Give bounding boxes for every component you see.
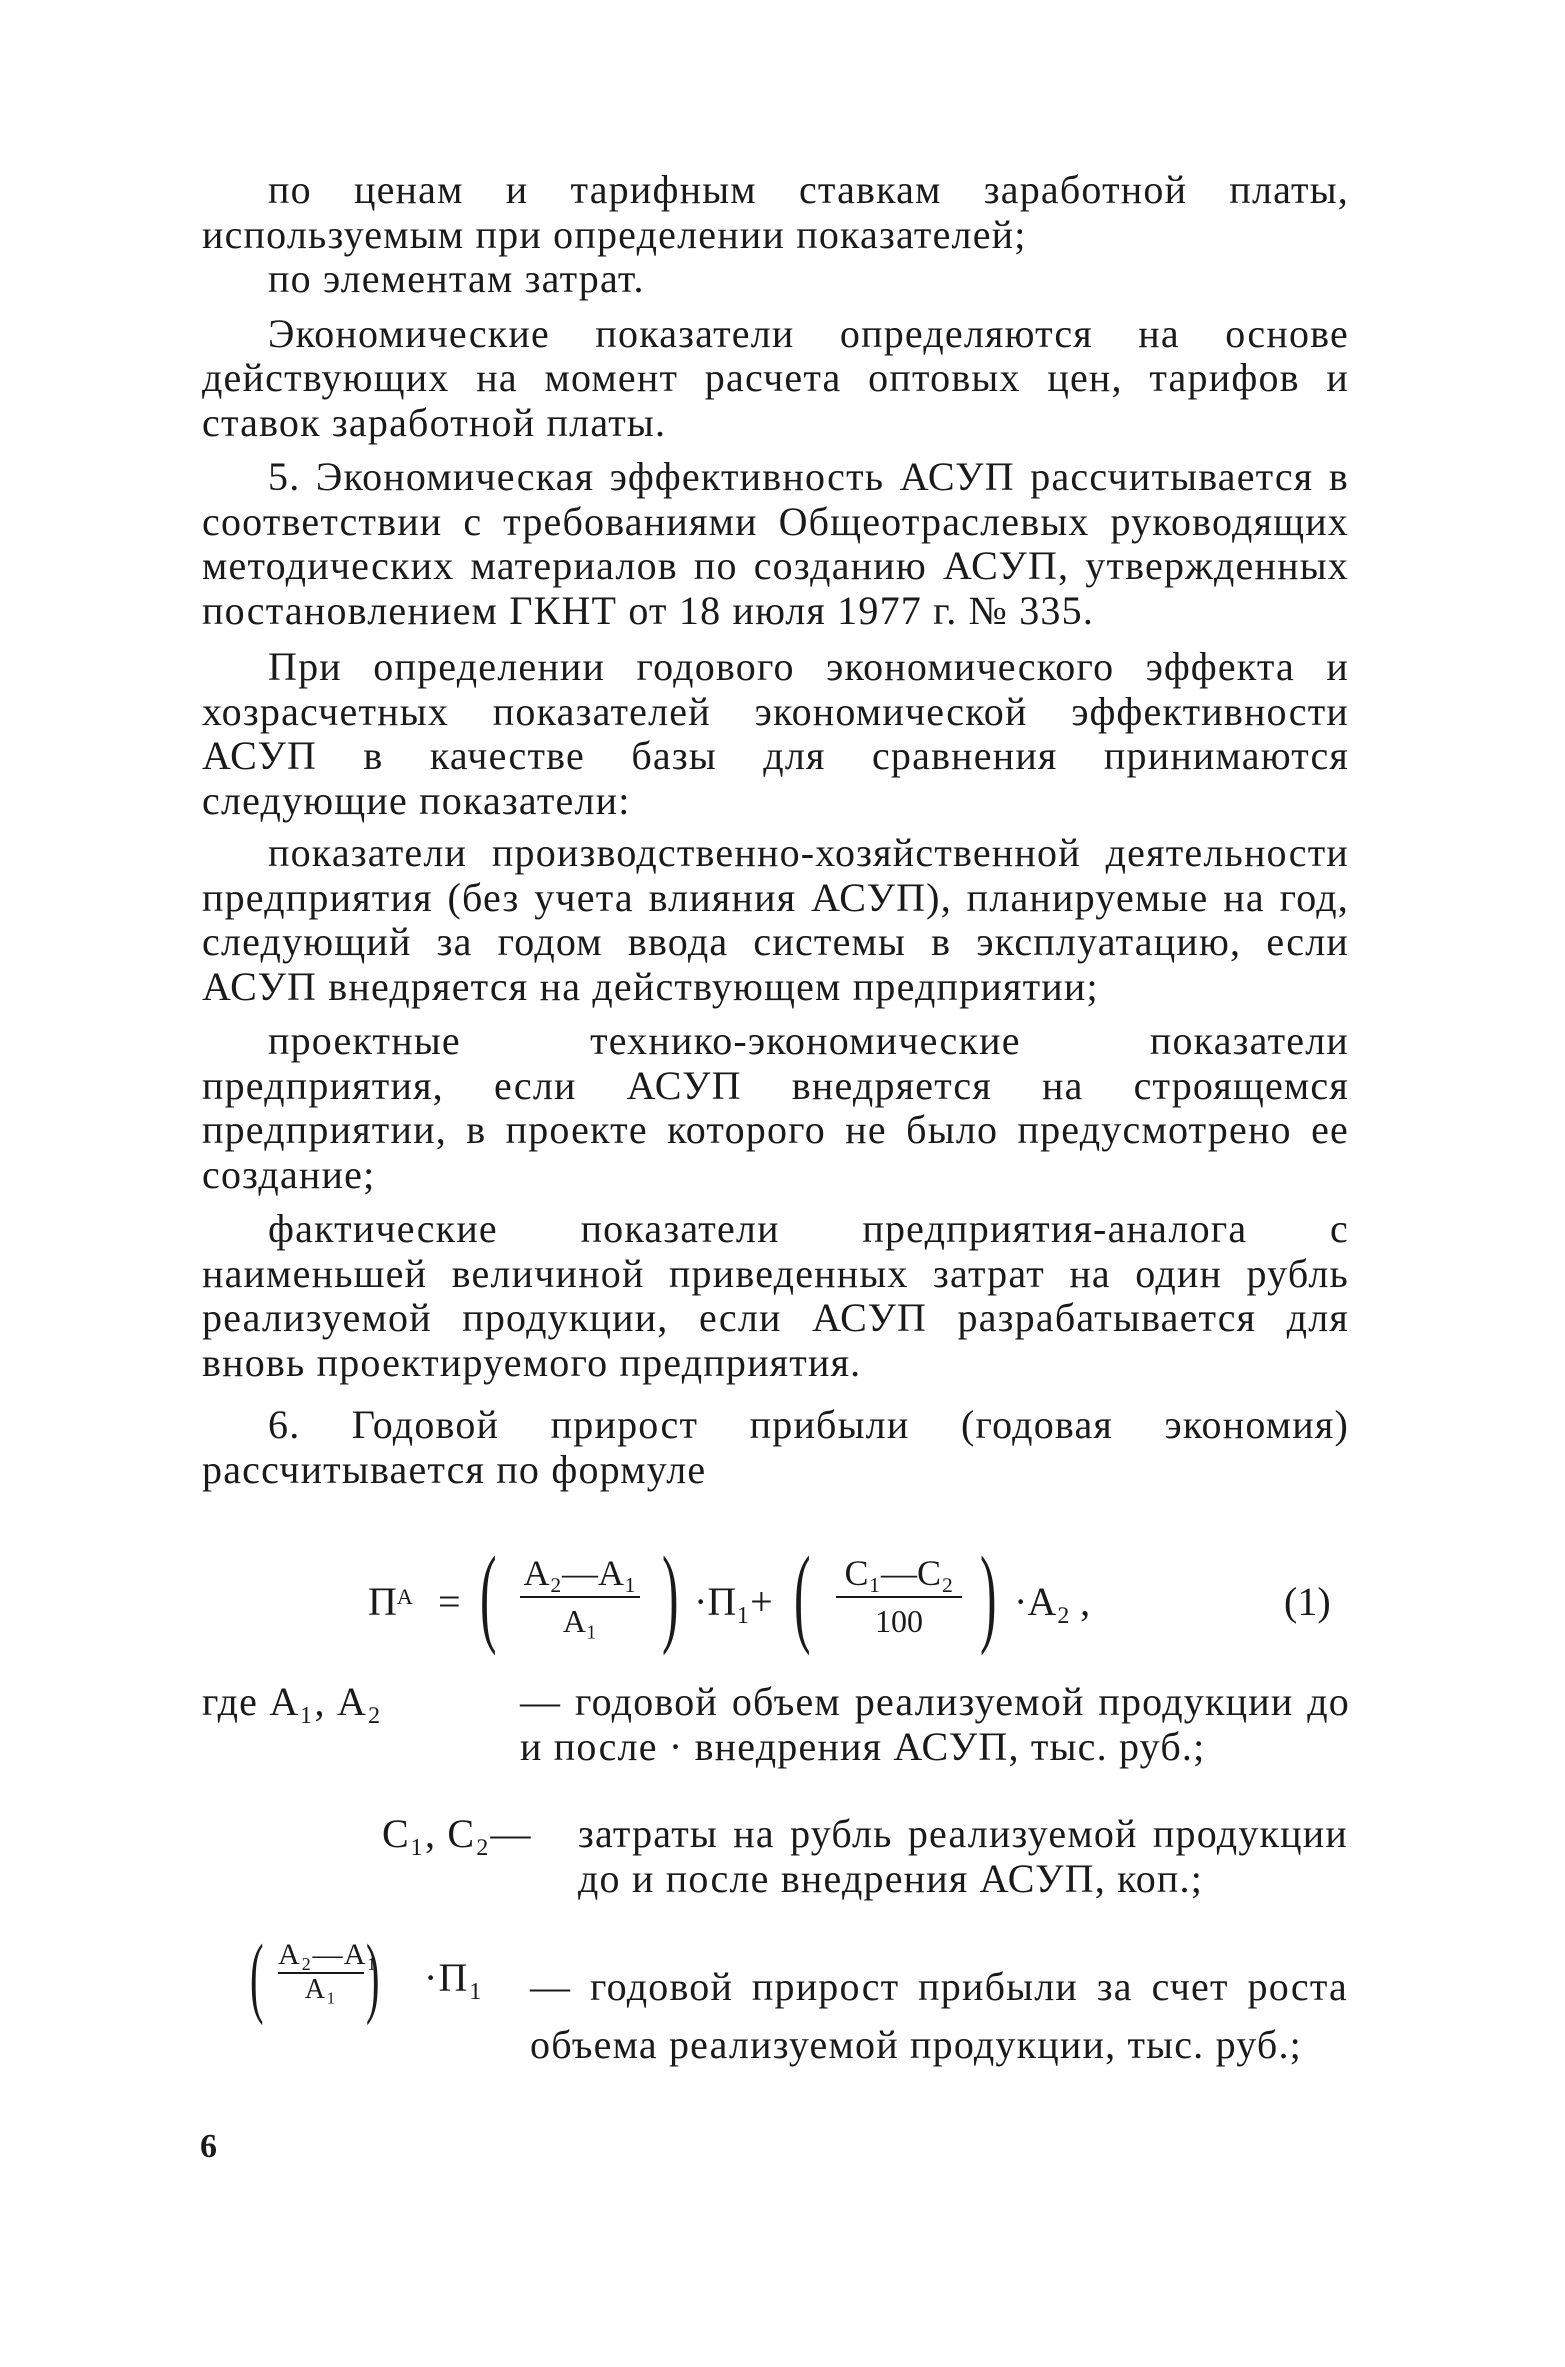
formula-1 <box>362 1534 1352 1665</box>
legend-fraction <box>278 1938 379 2006</box>
fraction-2-denominator: 100 <box>875 1603 923 1639</box>
legend-term-fraction: ( А₂—А₁ А₁ ) ·П₁ <box>250 1927 484 2026</box>
paragraph: Экономические показатели определяются на основе действующих на момент расчета оптовых цен, тарифов и ставок заработной платы. <box>202 310 1349 445</box>
legend-term: С₁, С₂— <box>382 1811 532 1856</box>
paragraph: 5. Экономическая эффективность АСУП рассчитывается в соответствии с требованиями Общеотраслевых руководящих методических материалов по созданию АСУП, утвержденных постановлением ГКНТ от 18 июля 1977 г. № 335. <box>202 454 1349 633</box>
paren-open: ( <box>480 1534 497 1656</box>
legend-description: — годовой объем реализуемой продукции до и после · внедрения АСУП, тыс. руб.; <box>520 1679 1350 1769</box>
fraction-bar <box>520 1596 640 1598</box>
paragraph: показатели производственно-хозяйственной деятельности предприятия (без учета влияния АСУП), планируемые на год, следующий за годом ввода системы в эксплуатацию, если АСУП внедряется на действующем предприятии; <box>202 830 1349 1009</box>
legend-description: — годовой прирост прибыли за счет роста объема реализуемой продукции, тыс. руб.; <box>530 1964 1348 2067</box>
paren-open: ( <box>794 1534 811 1656</box>
fraction-1 <box>520 1552 640 1642</box>
paren-close: ) <box>662 1534 679 1656</box>
paragraph: по элементам затрат. <box>268 256 645 301</box>
paragraph: 6. Годовой прирост прибыли (годовая экономия) рассчитывается по формуле <box>202 1402 1349 1492</box>
fraction-bar <box>836 1596 962 1598</box>
fraction-1-numerator: А₂—А₁ <box>523 1553 637 1593</box>
fraction-1-denominator: А₁ <box>562 1603 598 1639</box>
paragraph: по ценам и тарифным ставкам заработной платы, используемым при определении показателей; <box>202 167 1349 257</box>
fraction-2-numerator: C₁—C₂ <box>844 1553 954 1593</box>
legend-fraction-numerator: А₂—А₁ <box>278 1938 379 1971</box>
paragraph: фактические показатели предприятия-аналога с наименьшей величиной приведенных затрат на один рубль реализуемой продукции, если АСУП разрабатывается для вновь проектируемого предприятия. <box>202 1206 1349 1385</box>
legend-description: затраты на рубль реализуемой продукции до и после внедрения АСУП, коп.; <box>578 1811 1348 1901</box>
formula-mult-2: ·А₂ , <box>1014 1579 1091 1624</box>
legend-fraction-denominator: А₁ <box>304 1974 338 2005</box>
legend-term: где А₁, А₂ <box>202 1679 383 1724</box>
body-text <box>202 168 1349 1492</box>
page-number: 6 <box>200 2128 217 2165</box>
formula-mult-1: ·П₁+ <box>694 1579 773 1624</box>
formula-number: (1) <box>1284 1579 1331 1624</box>
paren-close: ) <box>980 1534 997 1656</box>
fraction-2 <box>836 1552 962 1642</box>
paragraph: При определении годового экономического эффекта и хозрасчетных показателей экономической эффективности АСУП в качестве базы для сравнения принимаются следующие показатели: <box>202 644 1349 823</box>
formula-lhs: $П^А$ <box>368 1579 413 1624</box>
paragraph: проектные технико-экономические показатели предприятия, если АСУП внедряется на строящемся предприятии, в проекте которого не было предусмотрено ее создание; <box>202 1018 1349 1197</box>
legend-term-suffix: ·П₁ <box>424 1955 484 2000</box>
formula-equals: = <box>438 1579 461 1624</box>
